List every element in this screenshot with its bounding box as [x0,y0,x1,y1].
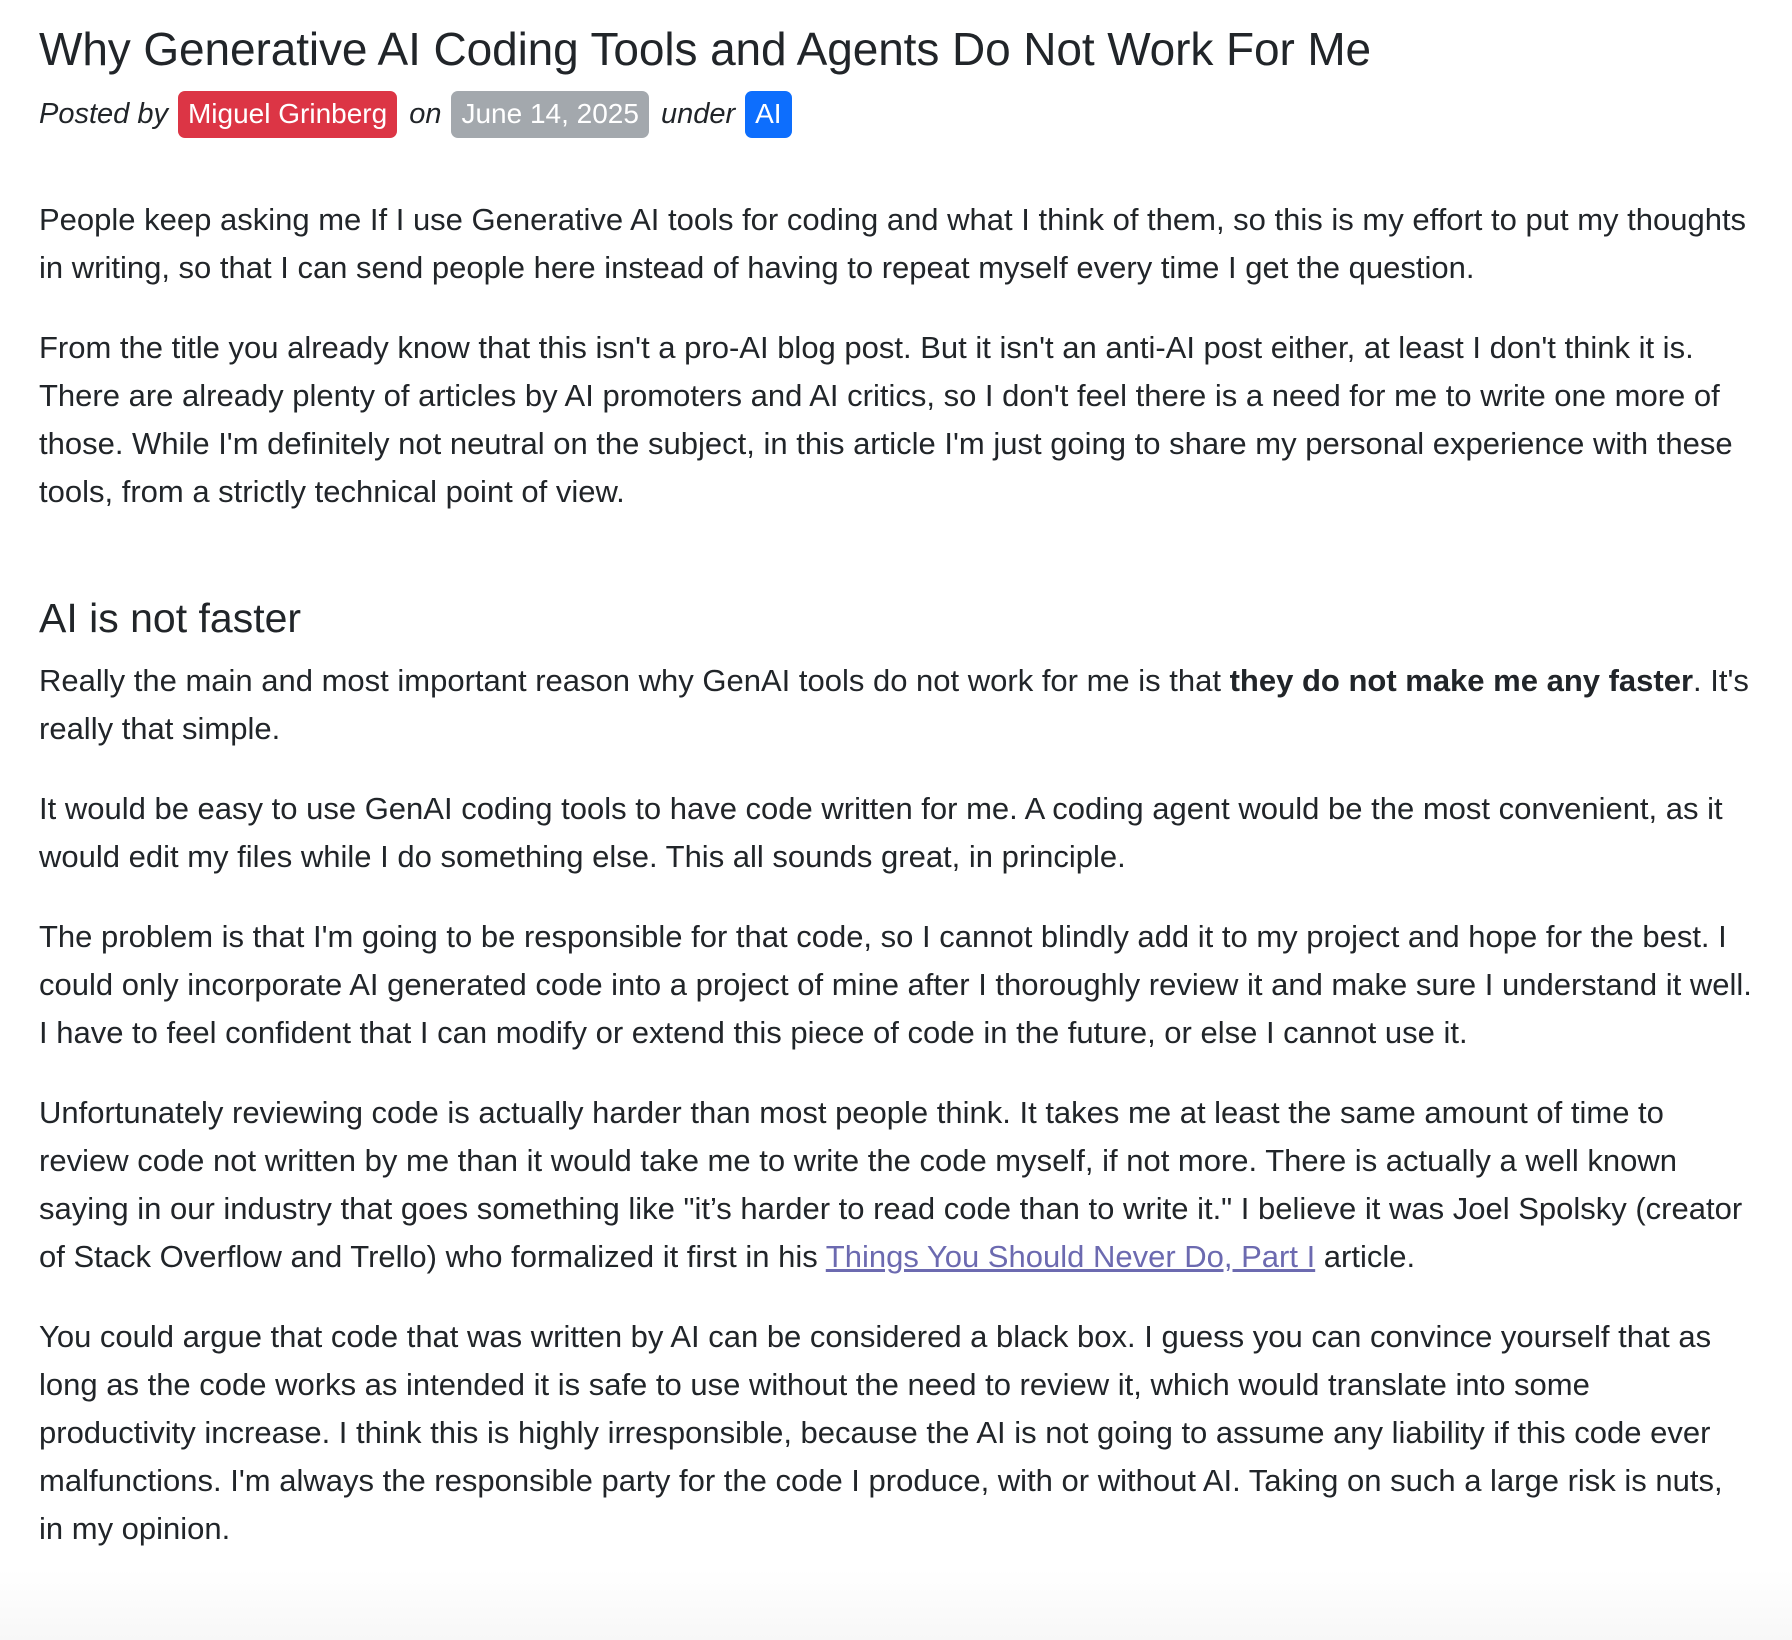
section-paragraph-1 [39,657,1752,753]
post-meta [39,87,1752,141]
posted-by-label: Posted by [39,97,168,130]
paragraph-text: . It's really that simple. [39,663,1749,746]
intro-paragraph-2: From the title you already know that this isn't a pro-AI blog post. But it isn't an anti-AI post either, at least I don't think it is. There are already plenty of articles by AI promoters and AI critics, so I don't feel there is a need for me to write one more of those. While I'm definitely not neutral on the subject, in this article I'm just going to share my personal experience with these tools, from a strictly technical point of view. [39,330,1733,509]
section-heading: AI is not faster [39,595,302,641]
section-paragraph-4 [39,1089,1752,1281]
things-you-should-never-do-link[interactable]: Things You Should Never Do, Part I [825,1239,1316,1274]
intro-paragraph-1: People keep asking me If I use Generative AI tools for coding and what I think of them, so this is my effort to put my thoughts in writing, so that I can send people here instead of having to repeat myself every time I get the question. [39,202,1747,285]
bold-emphasis: they do not make me any faster [1229,663,1694,698]
section-paragraph-3: The problem is that I'm going to be responsible for that code, so I cannot blindly add it to my project and hope for the best. I could only incorporate AI generated code into a project of mine after I thoroughly review it and make sure I understand it well. I have to feel confident that I can modify or extend this piece of code in the future, or else I cannot use it. [39,919,1752,1050]
author-badge[interactable]: Miguel Grinberg [178,91,397,138]
post-title: Why Generative AI Coding Tools and Agents Do Not Work For Me [39,23,1372,75]
bottom-fade [0,1570,1792,1640]
post-content [39,196,1752,1553]
paragraph-text: article. [1315,1239,1416,1274]
date-badge: June 14, 2025 [451,91,649,138]
on-label: on [409,97,442,130]
section-paragraph-5: You could argue that code that was written by AI can be considered a black box. I guess you can convince yourself that as long as the code works as intended it is safe to use without the need to review it, which would translate into some productivity increase. I think this is highly irresponsible, because the AI is not going to assume any liability if this code ever malfunctions. I'm always the responsible party for the code I produce, with or without AI. Taking on such a large risk is nuts, in my opinion. [39,1319,1723,1546]
section-paragraph-2: It would be easy to use GenAI coding tools to have code written for me. A coding agent would be the most convenient, as it would edit my files while I do something else. This all sounds great, in principle. [39,791,1723,874]
under-label: under [660,97,736,130]
paragraph-text: Really the main and most important reason why GenAI tools do not work for me is that [39,663,1230,698]
category-badge[interactable]: AI [745,91,791,138]
paragraph-text: Unfortunately reviewing code is actually harder than most people think. It takes me at least the same amount of time to review code not written by me than it would take me to write the code myself, if not more. There is actually a well known saying in our industry that goes something like "it’s harder to read code than to write it." I believe it was Joel Spolsky (creator of Stack Overflow and Trello) who formalized it first in his [39,1095,1743,1274]
